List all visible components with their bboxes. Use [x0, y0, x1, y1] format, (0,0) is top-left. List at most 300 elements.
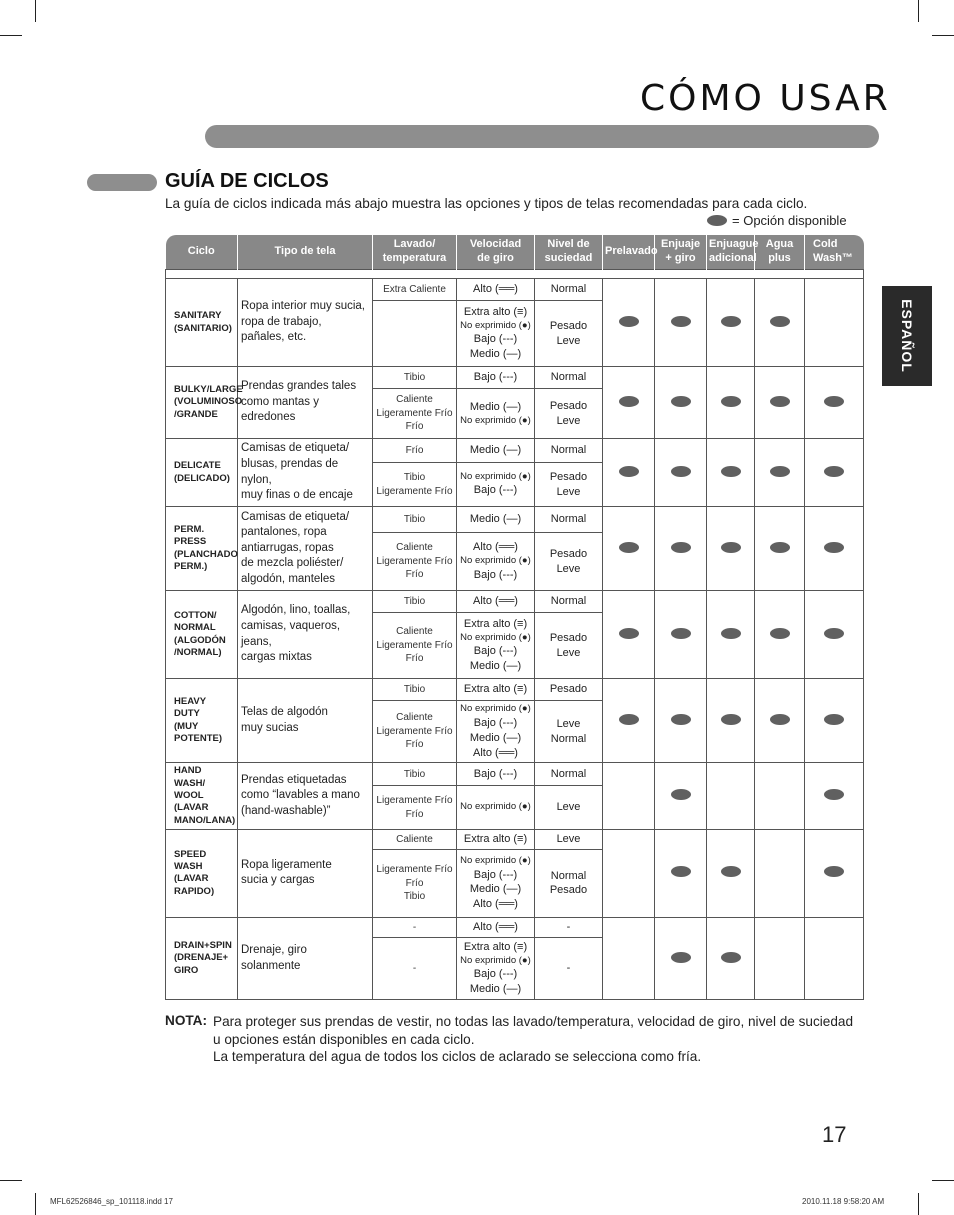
header-tela: Tipo de tela — [238, 235, 373, 270]
cell-line: SANITARY — [174, 310, 222, 322]
header-suciedad — [535, 235, 603, 270]
cell-line: Leve — [556, 562, 581, 575]
cell-line: de mezcla poliéster/ — [241, 557, 344, 570]
option-dot-icon — [770, 396, 790, 407]
section-title: GUÍA DE CICLOS — [165, 170, 329, 192]
wash-temperature — [373, 591, 457, 613]
cell-line: Pesado — [549, 631, 588, 644]
cell-line: Bajo (---) — [473, 568, 518, 581]
cell-line: Bajo (---) — [473, 716, 518, 729]
cell-line: No exprimido (●) — [460, 854, 531, 866]
cell-line: (PLANCHADO — [174, 548, 238, 560]
option-cell — [805, 367, 864, 439]
header-line: Cold — [813, 238, 838, 251]
title-bar — [205, 125, 879, 148]
cell-line: Algodón, lino, toallas, — [241, 604, 351, 617]
cell-line: camisas, vaqueros, jeans, — [241, 619, 341, 648]
header-line: suciedad — [544, 252, 593, 264]
cell-line: No exprimido (●) — [460, 470, 531, 482]
fabric-type — [238, 507, 373, 591]
cell-line: No exprimido (●) — [460, 703, 531, 714]
option-cell — [655, 917, 707, 999]
cell-line: Normal — [550, 371, 587, 384]
cell-line: Pesado — [549, 683, 588, 696]
cell-line: No exprimido (●) — [460, 319, 531, 331]
cell-line: Normal — [550, 595, 587, 608]
fabric-type — [238, 830, 373, 918]
cell-line: SPEED WASH — [174, 848, 207, 873]
cell-line: muy finas o de encaje — [241, 489, 353, 502]
soil-level — [535, 830, 603, 850]
option-cell — [805, 917, 864, 999]
cell-line: Tibio — [403, 891, 426, 903]
header-line: adicional — [709, 252, 757, 264]
spin-speed — [457, 533, 535, 591]
cell-line: NORMAL — [174, 622, 216, 634]
option-cell — [805, 279, 864, 367]
cell-line: HEAVY DUTY — [174, 695, 206, 720]
cell-line: Ligeramente Frío — [376, 795, 453, 807]
option-dot-icon — [671, 466, 691, 477]
crop-mark — [918, 1193, 919, 1215]
option-dot-icon — [671, 866, 691, 877]
cell-line: Ligeramente Frío — [376, 639, 453, 651]
cell-line: Leve — [556, 801, 581, 814]
cycle-name — [166, 507, 238, 591]
wash-temperature — [373, 533, 457, 591]
cell-line: Alto (══) — [473, 595, 518, 608]
crop-mark — [932, 1180, 954, 1181]
soil-level — [535, 507, 603, 533]
cycle-name — [166, 830, 238, 918]
header-line: + giro — [665, 252, 696, 264]
language-tab — [882, 286, 932, 386]
cell-line: Leve — [556, 717, 581, 730]
cell-line: Normal — [550, 767, 587, 780]
table-row — [166, 917, 864, 937]
wash-temperature — [373, 849, 457, 917]
wash-temperature — [373, 463, 457, 507]
option-dot-icon — [824, 714, 844, 725]
wash-temperature — [373, 701, 457, 763]
option-dot-icon — [619, 396, 639, 407]
option-dot-icon — [721, 396, 741, 407]
cell-line: Alto (══) — [473, 283, 518, 296]
crop-mark — [918, 0, 919, 22]
cell-line: Alto (══) — [473, 898, 518, 911]
soil-level — [535, 849, 603, 917]
option-cell — [603, 763, 655, 830]
cell-line: Frío — [405, 569, 424, 581]
cell-line: Pesado — [549, 884, 588, 897]
cell-line: No exprimido (●) — [460, 631, 531, 643]
option-dot-icon — [770, 316, 790, 327]
cell-line: (DELICADO) — [174, 472, 230, 484]
soil-level — [535, 613, 603, 679]
option-cell — [707, 367, 755, 439]
header-line: plus — [768, 252, 791, 264]
cell-line: - — [566, 962, 571, 974]
option-dot-icon — [721, 542, 741, 553]
option-dot-icon — [824, 866, 844, 877]
cell-line: Pesado — [549, 547, 588, 560]
option-cell — [603, 679, 655, 763]
header-line: de giro — [477, 252, 514, 264]
wash-temperature — [373, 786, 457, 830]
header-line: Wash™ — [813, 252, 853, 264]
option-cell — [805, 679, 864, 763]
wash-temperature — [373, 937, 457, 999]
option-cell — [603, 830, 655, 918]
option-dot-icon — [671, 714, 691, 725]
cell-line: como “lavables a mano — [241, 789, 360, 802]
option-cell — [707, 679, 755, 763]
spin-speed — [457, 301, 535, 367]
cell-line: (LAVAR RAPIDO) — [174, 873, 215, 897]
cell-line: pantalones, ropa — [241, 526, 327, 539]
header-agua-plus — [755, 235, 805, 270]
cell-line: Ropa interior muy sucia, — [241, 300, 365, 313]
cell-line: Leve — [556, 414, 581, 427]
spin-speed — [457, 937, 535, 999]
soil-level — [535, 591, 603, 613]
option-cell — [755, 507, 805, 591]
option-dot-icon — [707, 215, 727, 226]
spin-speed — [457, 763, 535, 786]
soil-level — [535, 389, 603, 439]
wash-temperature — [373, 439, 457, 463]
option-cell — [755, 917, 805, 999]
option-dot-icon — [770, 714, 790, 725]
option-dot-icon — [619, 316, 639, 327]
cell-line: Medio (—) — [469, 660, 522, 673]
crop-mark — [35, 1193, 36, 1215]
option-dot-icon — [824, 789, 844, 800]
wash-temperature — [373, 917, 457, 937]
table-row — [166, 279, 864, 301]
cell-line: pañales, etc. — [241, 331, 307, 344]
crop-mark — [35, 0, 36, 22]
header-line: Agua — [765, 238, 794, 251]
option-dot-icon — [824, 466, 844, 477]
cell-line: Ligeramente Frío — [376, 864, 453, 876]
option-dot-icon — [721, 714, 741, 725]
option-cell — [707, 439, 755, 507]
cell-line: Bajo (---) — [473, 868, 518, 881]
cell-line: Tibio — [403, 768, 426, 780]
header-line: temperatura — [382, 252, 447, 264]
option-dot-icon — [671, 789, 691, 800]
option-cell — [755, 439, 805, 507]
cycle-name — [166, 439, 238, 507]
option-cell — [655, 763, 707, 830]
spin-speed — [457, 439, 535, 463]
cell-line: Normal — [550, 444, 587, 457]
note-line: Para proteger sus prendas de vestir, no todas las lavado/temperatura, velocidad de giro, nivel de suciedad u opciones están disponibles en cada ciclo. — [213, 1014, 854, 1047]
wash-temperature — [373, 763, 457, 786]
cell-line: No exprimido (●) — [460, 414, 531, 426]
cell-line: HAND WASH/ — [174, 765, 206, 789]
soil-level — [535, 463, 603, 507]
cell-line: Leve — [556, 646, 581, 659]
cell-line: Camisas de etiqueta/ — [241, 442, 350, 455]
cell-line: Extra Caliente — [383, 283, 446, 295]
cycle-guide-table — [165, 235, 864, 1000]
option-dot-icon — [824, 396, 844, 407]
cell-line: Normal — [550, 869, 587, 882]
table-row — [166, 439, 864, 463]
cell-line: Normal — [550, 513, 587, 526]
cell-line: Ligeramente Frío — [376, 407, 453, 419]
fabric-type — [238, 439, 373, 507]
section-pill — [87, 174, 157, 191]
spin-speed — [457, 463, 535, 507]
option-dot-icon — [671, 628, 691, 639]
cell-line: Pesado — [549, 470, 588, 483]
cell-line: Medio (—) — [469, 444, 522, 457]
option-cell — [655, 591, 707, 679]
spin-speed — [457, 591, 535, 613]
cell-line: Camisas de etiqueta/ — [241, 510, 350, 523]
option-cell — [805, 439, 864, 507]
cell-line: Frío — [405, 808, 424, 820]
cell-line: Ligeramente Frío — [376, 485, 453, 497]
cell-line: Extra alto (≡) — [463, 683, 528, 696]
cell-line: Extra alto (≡) — [463, 617, 528, 630]
page-number: 17 — [822, 1122, 847, 1147]
option-dot-icon — [671, 952, 691, 963]
cell-line: COTTON/ — [174, 609, 217, 621]
table-row — [166, 367, 864, 389]
table-row — [166, 830, 864, 850]
cell-line: MANO/LANA) — [174, 814, 236, 826]
header-cold-wash — [805, 235, 864, 270]
cell-line: (LAVAR — [174, 802, 209, 814]
spin-speed — [457, 849, 535, 917]
cell-line: Bajo (---) — [473, 333, 518, 346]
option-dot-icon — [671, 542, 691, 553]
soil-level — [535, 533, 603, 591]
wash-temperature — [373, 279, 457, 301]
soil-level — [535, 279, 603, 301]
option-cell — [755, 679, 805, 763]
option-cell — [805, 507, 864, 591]
option-cell — [805, 830, 864, 918]
cycle-name — [166, 917, 238, 999]
fabric-type — [238, 279, 373, 367]
cell-line: Tibio — [403, 595, 426, 607]
cell-line: como mantas y edredones — [241, 395, 319, 424]
cell-line: Medio (—) — [469, 348, 522, 361]
cell-line: Bajo (---) — [473, 371, 518, 384]
cell-line: (VOLUMINOSO — [174, 396, 243, 408]
option-cell — [603, 917, 655, 999]
option-cell — [707, 917, 755, 999]
cell-line: /NORMAL) — [174, 646, 222, 658]
header-line: Velocidad — [469, 238, 522, 251]
header-enjuague-adicional — [707, 235, 759, 270]
soil-level — [535, 763, 603, 786]
cell-line: Caliente — [396, 833, 433, 845]
note-line: La temperatura del agua de todos los ciclos de aclarado se selecciona como fría. — [213, 1049, 702, 1065]
option-dot-icon — [619, 542, 639, 553]
cell-line: Caliente — [396, 626, 433, 638]
cell-line: PERM.) — [174, 560, 208, 572]
cell-line: Caliente — [396, 394, 433, 406]
option-cell — [755, 830, 805, 918]
option-dot-icon — [824, 628, 844, 639]
cell-line: Medio (—) — [469, 731, 522, 744]
intro-text: La guía de ciclos indicada más abajo muestra las opciones y tipos de telas recomendadas para cada ciclo. — [165, 196, 808, 211]
fabric-type — [238, 763, 373, 830]
header-line: Lavado/ — [393, 238, 436, 251]
cell-line: Extra alto (≡) — [463, 305, 528, 318]
header-line: Enjuaje — [660, 238, 701, 251]
wash-temperature — [373, 367, 457, 389]
cell-line: Pesado — [549, 399, 588, 412]
cell-line: Medio (—) — [469, 400, 522, 413]
wash-temperature — [373, 679, 457, 701]
cell-line: Bajo (---) — [473, 484, 518, 497]
cell-line: Ligeramente Frío — [376, 555, 453, 567]
option-cell — [707, 507, 755, 591]
table-header-row — [166, 235, 864, 270]
wash-temperature — [373, 389, 457, 439]
cell-line: No exprimido (●) — [460, 801, 531, 813]
spin-speed — [457, 367, 535, 389]
cell-line: muy sucias — [241, 721, 299, 734]
spin-speed — [457, 279, 535, 301]
cell-line: BULKY/LARGE — [174, 383, 243, 395]
option-dot-icon — [721, 466, 741, 477]
note-text — [213, 1013, 863, 1066]
cycle-name — [166, 591, 238, 679]
option-dot-icon — [671, 316, 691, 327]
spin-speed — [457, 917, 535, 937]
header-prelavado: Prelavado — [603, 235, 655, 270]
option-dot-icon — [721, 316, 741, 327]
option-cell — [755, 591, 805, 679]
cycle-name — [166, 367, 243, 439]
cell-line: Leve — [556, 334, 581, 347]
cell-line: Normal — [550, 283, 587, 296]
option-cell — [655, 367, 707, 439]
soil-level — [535, 917, 603, 937]
soil-level — [535, 439, 603, 463]
soil-level — [535, 367, 603, 389]
cell-line: Caliente — [396, 712, 433, 724]
option-cell — [655, 507, 707, 591]
cell-line: Tibio — [403, 513, 426, 525]
cell-line: antiarrugas, ropas — [241, 541, 334, 554]
option-dot-icon — [619, 714, 639, 725]
cell-line: (SANITARIO) — [174, 322, 232, 334]
soil-level — [535, 679, 603, 701]
cell-line: (ALGODÓN — [174, 634, 226, 646]
cell-line: Bajo (---) — [473, 767, 518, 780]
cell-line: (hand-washable)” — [241, 804, 331, 817]
cell-line: Frío — [405, 739, 424, 751]
cell-line: Alto (══) — [473, 541, 518, 554]
cell-line: Drenaje, giro solanmente — [241, 943, 307, 972]
cell-line: No exprimido (●) — [460, 954, 531, 966]
cell-line: - — [412, 921, 417, 933]
cell-line: DRAIN+SPIN — [174, 939, 232, 951]
option-cell — [603, 507, 655, 591]
cell-line: GIRO — [174, 964, 199, 976]
cell-line: sucia y cargas — [241, 874, 315, 887]
cell-line: cargas mixtas — [241, 651, 312, 664]
cell-line: PERM. PRESS — [174, 523, 207, 548]
cell-line: Extra alto (≡) — [463, 833, 528, 846]
option-cell — [603, 367, 655, 439]
option-cell — [603, 439, 655, 507]
header-ciclo: Ciclo — [166, 235, 238, 270]
wash-temperature — [373, 507, 457, 533]
cell-line: Normal — [550, 732, 587, 745]
soil-level — [535, 786, 603, 830]
table-row — [166, 591, 864, 613]
soil-level — [535, 701, 603, 763]
option-cell — [805, 763, 864, 830]
table-row — [166, 763, 864, 786]
header-lavado — [373, 235, 457, 270]
header-giro — [457, 235, 535, 270]
spin-speed — [457, 613, 535, 679]
cell-line: Alto (══) — [473, 920, 518, 933]
fabric-type — [238, 591, 373, 679]
cell-line: Medio (—) — [469, 513, 522, 526]
option-dot-icon — [770, 466, 790, 477]
cell-line: Frío — [405, 444, 424, 456]
wash-temperature — [373, 830, 457, 850]
footer-timestamp: 2010.11.18 9:58:20 AM — [802, 1197, 885, 1206]
table-row — [166, 507, 864, 533]
cell-line: Ropa ligeramente — [241, 858, 332, 871]
cell-line: No exprimido (●) — [460, 555, 531, 567]
cell-line: Ligeramente Frío — [376, 725, 453, 737]
cell-line: Frío — [405, 877, 424, 889]
option-cell — [603, 591, 655, 679]
option-cell — [655, 830, 707, 918]
option-dot-icon — [721, 952, 741, 963]
cell-line: algodón, manteles — [241, 572, 335, 585]
cell-line: Prendas etiquetadas — [241, 773, 347, 786]
cell-line: Tibio — [403, 683, 426, 695]
cycle-name — [166, 679, 238, 763]
option-dot-icon — [824, 542, 844, 553]
header-line: Nivel de — [547, 238, 590, 251]
option-cell — [707, 830, 755, 918]
cell-line: Medio (—) — [469, 883, 522, 896]
option-cell — [707, 279, 755, 367]
option-dot-icon — [619, 628, 639, 639]
cell-line: WOOL — [174, 790, 204, 802]
cell-line: Leve — [556, 833, 581, 846]
cycle-name — [166, 279, 238, 367]
header-line: Enjuague — [709, 238, 759, 251]
option-dot-icon — [619, 466, 639, 477]
crop-mark — [0, 35, 22, 36]
option-cell — [755, 279, 805, 367]
cell-line: Extra alto (≡) — [463, 940, 528, 953]
language-tab-label: ESPAÑOL — [899, 299, 915, 373]
cell-line: Pesado — [549, 319, 588, 332]
option-cell — [655, 439, 707, 507]
cell-line: Tibio — [403, 472, 426, 483]
crop-mark — [932, 35, 954, 36]
fabric-type — [238, 917, 373, 999]
